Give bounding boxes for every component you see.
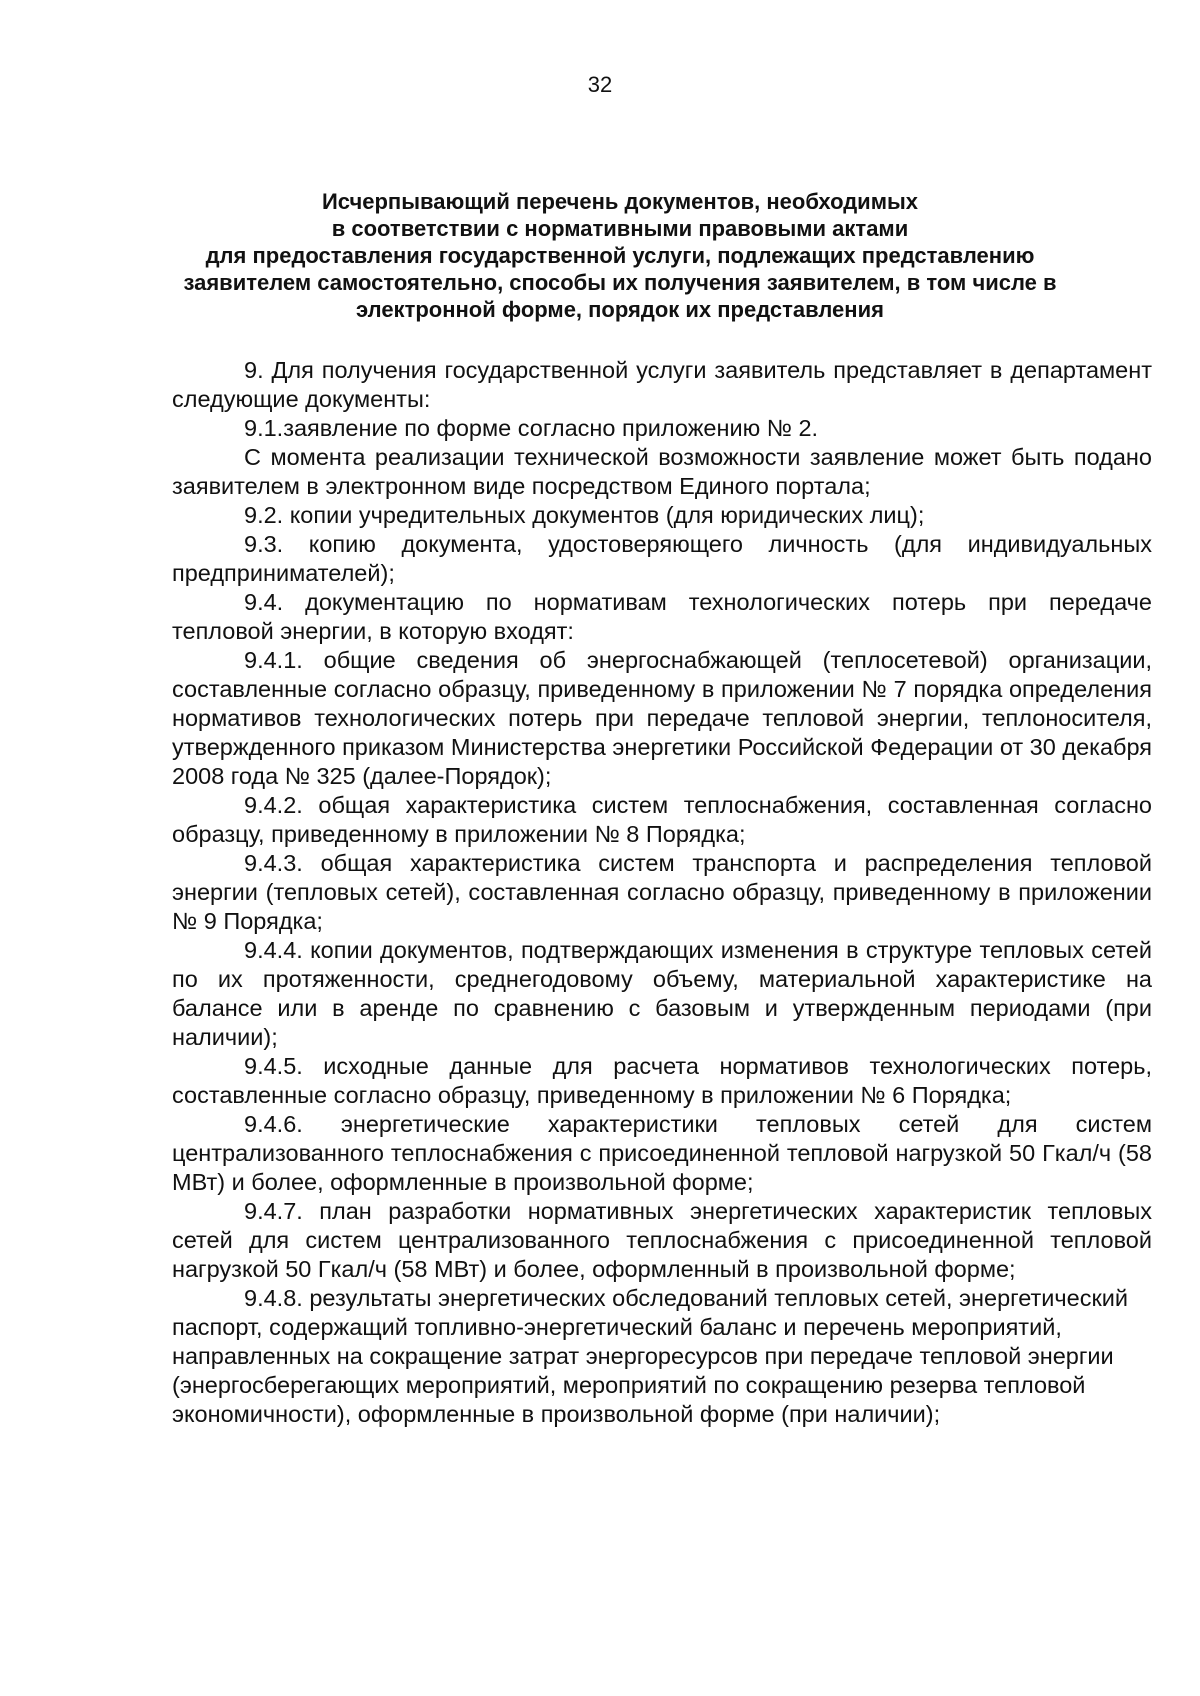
title-line: заявителем самостоятельно, способы их получения заявителем, в том числе в [183, 270, 1057, 295]
paragraph-9-4-5: 9.4.5. исходные данные для расчета нормативов технологических потерь, составленные согласно образцу, приведенному в приложении № 6 Порядка; [172, 1053, 1152, 1108]
paragraph-9-1: 9.1.заявление по форме согласно приложению № 2. [244, 415, 819, 441]
paragraph-9-4-8: 9.4.8. результаты энергетических обследований тепловых сетей, энергетический паспорт, содержащий топливно-энергетический баланс и перечень мероприятий, направленных на сокращение затрат энергоресурсов при передаче тепловой энергии (энергосберегающих мероприятий, мероприятий по сокращению резерва тепловой экономичности), оформленные в произвольной форме (при наличии); [172, 1285, 1128, 1427]
paragraph-9-4: 9.4. документацию по нормативам технологических потерь при передаче тепловой энергии, в которую входят: [172, 589, 1152, 644]
page-number: 32 [587, 72, 613, 97]
paragraph-9-3: 9.3. копию документа, удостоверяющего личность (для индивидуальных предпринимателей); [172, 531, 1152, 586]
paragraph-9-4-1: 9.4.1. общие сведения об энергоснабжающей (теплосетевой) организации, составленные согласно образцу, приведенному в приложении № 7 порядка определения нормативов технологических потерь при передаче тепловой энергии, теплоносителя, утвержденного приказом Министерства энергетики Российской Федерации от 30 декабря 2008 года № 325 (далее-Порядок); [172, 647, 1152, 789]
paragraph-9-4-4: 9.4.4. копии документов, подтверждающих изменения в структуре тепловых сетей по их протяженности, среднегодовому объему, материальной характеристике на балансе или в аренде по сравнению с базовым и утвержденным периодами (при наличии); [172, 937, 1152, 1050]
document-body [172, 356, 1152, 1429]
paragraph-9: 9. Для получения государственной услуги заявитель представляет в департамент следующие документы: [172, 357, 1152, 412]
paragraph-9-4-2: 9.4.2. общая характеристика систем теплоснабжения, составленная согласно образцу, приведенному в приложении № 8 Порядка; [172, 792, 1152, 847]
paragraph-electronic-submission: С момента реализации технической возможности заявление может быть подано заявителем в электронном виде посредством Единого портала; [172, 444, 1152, 499]
paragraph-9-4-7: 9.4.7. план разработки нормативных энергетических характеристик тепловых сетей для систем централизованного теплоснабжения с присоединенной тепловой нагрузкой 50 Гкал/ч (58 МВт) и более, оформленный в произвольной форме; [172, 1198, 1152, 1282]
paragraph-9-2: 9.2. копии учредительных документов (для юридических лиц); [244, 502, 925, 528]
title-line: электронной форме, порядок их представления [356, 297, 884, 322]
paragraph-9-4-3: 9.4.3. общая характеристика систем транспорта и распределения тепловой энергии (тепловых сетей), составленная согласно образцу, приведенному в приложении № 9 Порядка; [172, 850, 1152, 934]
section-title [160, 188, 1080, 323]
title-line: для предоставления государственной услуги, подлежащих представлению [205, 243, 1035, 268]
paragraph-9-4-6: 9.4.6. энергетические характеристики тепловых сетей для систем централизованного теплоснабжения с присоединенной тепловой нагрузкой 50 Гкал/ч (58 МВт) и более, оформленные в произвольной форме; [172, 1111, 1152, 1195]
title-line: в соответствии с нормативными правовыми актами [331, 216, 909, 241]
title-line: Исчерпывающий перечень документов, необходимых [321, 189, 919, 214]
